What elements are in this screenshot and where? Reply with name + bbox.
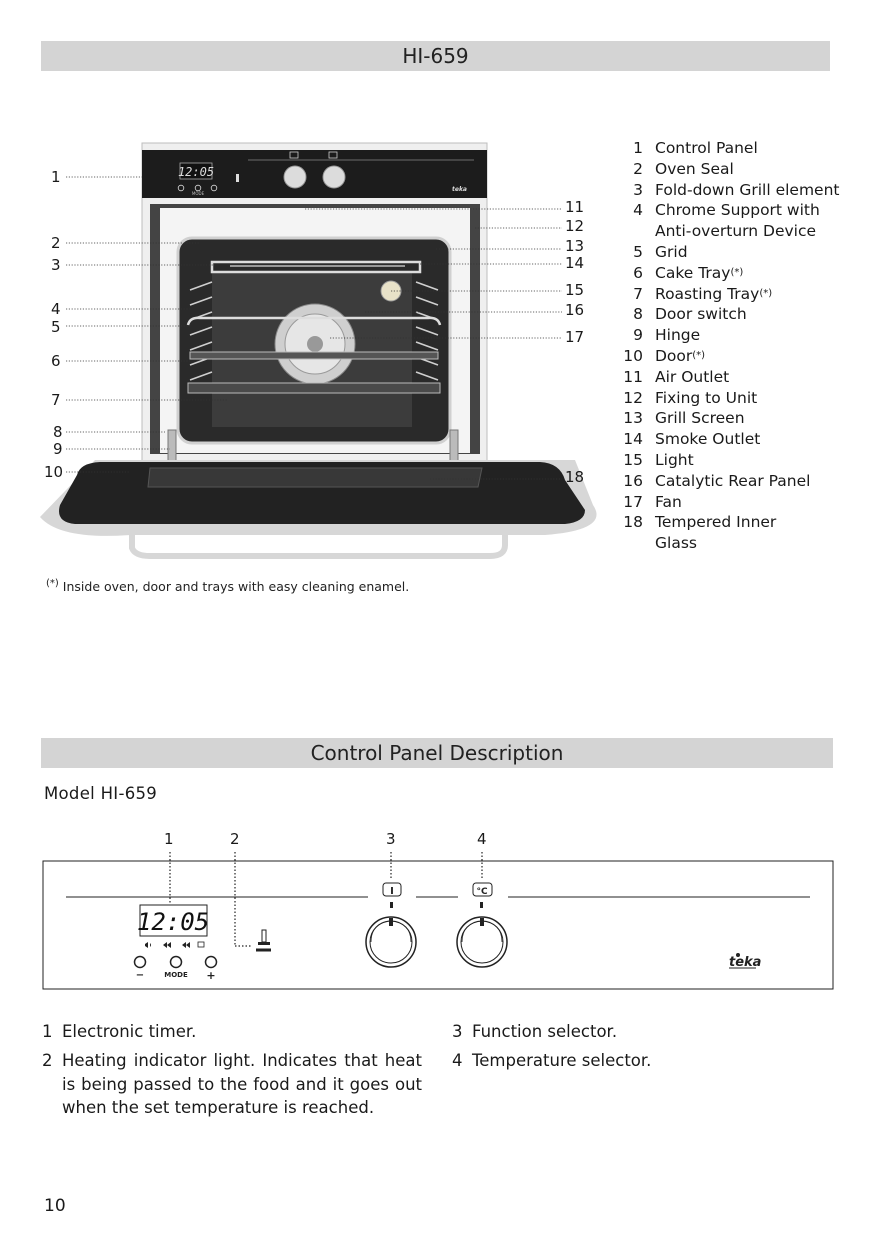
legend-item [615,284,839,305]
description-3-num: 3 [452,1022,463,1041]
legend-item-label: Control Panel [655,139,758,157]
description-2-num: 2 [42,1051,53,1070]
description-1-text: Electronic timer. [62,1022,197,1041]
legend-item-number: 3 [633,180,643,199]
control-panel-diagram [40,848,836,993]
callout-10: 10 [44,463,64,481]
legend-item [615,346,839,367]
legend-item-number: 11 [623,367,643,386]
description-4-text: Temperature selector. [472,1051,652,1070]
small-mode-label: MODE [191,191,205,196]
legend-item-label: Catalytic Rear Panel [655,471,811,490]
callout-14: 14 [565,254,585,272]
legend-item-label: Air Outlet [655,367,730,386]
legend-item [615,325,839,346]
legend-item-number: 7 [633,284,643,303]
legend-item-number: 12 [623,388,643,407]
legend-item-number: 18 [623,513,643,532]
brand-logo: teka [729,955,762,970]
legend-item-label: Fold-down Grill element [655,180,840,199]
description-1-num: 1 [42,1022,53,1041]
section-title: Control Panel Description [310,741,564,765]
callout-12: 12 [565,217,585,235]
legend-item-number: 15 [623,450,643,469]
oven-illustration [0,130,600,570]
legend-item [615,221,839,242]
legend-item-number: 6 [633,263,643,282]
legend-item [615,408,839,429]
legend-item-footnote-mark: (*) [759,287,773,299]
callout-8: 8 [53,423,63,441]
panel-callout-4: 4 [477,830,487,848]
footnote-text: Inside oven, door and trays with easy cleaning enamel. [62,579,410,595]
legend-item-label: Glass [655,534,697,553]
legend-item-number: 10 [623,346,643,365]
legend-item-label: Grid [655,242,688,261]
legend-item-number: 1 [633,139,643,157]
legend-item-label: Light [655,450,694,469]
minus-button[interactable] [135,957,146,968]
legend-item [615,367,839,388]
mode-button[interactable] [171,957,182,968]
legend-item [615,512,839,533]
legend-item-number: 17 [623,492,643,511]
callout-6: 6 [51,352,61,370]
description-3-text: Function selector. [472,1022,618,1041]
callout-1: 1 [51,168,61,186]
legend-item-label: Tempered Inner [655,513,777,532]
legend-item-number: 2 [633,159,643,178]
panel-callout-2: 2 [230,830,240,848]
legend-item [615,180,839,201]
legend-item-footnote-mark: (*) [692,349,706,361]
callout-9: 9 [53,440,63,458]
legend-item-label: Hinge [655,326,701,345]
legend-item-number: 14 [623,430,643,449]
legend-item-label: Anti-overturn Device [655,222,817,241]
legend-item-number [615,221,643,242]
legend-item-number: 13 [623,409,643,428]
legend-item-number: 9 [633,326,643,345]
legend-item [615,471,839,492]
callout-5: 5 [51,318,61,336]
legend-item [615,200,839,221]
description-2 [42,1049,422,1124]
page-number: 10 [44,1196,66,1216]
callout-18: 18 [565,468,585,486]
callout-7: 7 [51,391,61,409]
legend-item [615,533,839,554]
panel-callout-1: 1 [164,830,174,848]
callout-11: 11 [565,198,585,216]
description-4-num: 4 [452,1051,463,1070]
small-timer-display: 12:05 [177,165,215,179]
footnote [46,578,409,594]
header-title-bar [41,41,830,71]
callout-17: 17 [565,328,585,346]
legend-item [615,492,839,513]
temperature-symbol: °C [476,887,488,897]
legend-item [615,304,839,325]
page-title: HI-659 [402,44,469,68]
timer-display: 12:05 [136,908,210,936]
legend-item-label: Roasting Tray [655,284,760,303]
callout-2: 2 [51,234,61,252]
minus-label: − [135,970,145,981]
plus-button[interactable] [206,957,217,968]
callout-16: 16 [565,301,585,319]
plus-label: + [206,969,216,982]
legend-item-footnote-mark: (*) [730,266,744,278]
legend-item-number: 4 [633,201,643,220]
callout-15: 15 [565,281,585,299]
mode-label: MODE [164,971,188,979]
parts-legend [615,138,839,554]
description-2-text: Heating indicator light. Indicates that heat is being passed to the food and it goes out when the set temperature is reached. [62,1051,422,1117]
legend-item-label: Smoke Outlet [655,430,761,449]
callout-3: 3 [51,256,61,274]
legend-item-label: Door switch [655,305,747,324]
legend-item [615,429,839,450]
legend-item-number [615,533,643,554]
callout-4: 4 [51,300,61,318]
legend-item [615,138,839,159]
legend-item-label: Grill Screen [655,409,745,428]
legend-item-label: Cake Tray [655,263,731,282]
model-label: Model HI-659 [44,784,158,803]
legend-item-label: Oven Seal [655,159,734,178]
roasting-tray [188,383,440,393]
legend-item-label: Chrome Support with [655,201,820,220]
function-symbol: I [390,886,394,897]
legend-item [615,388,839,409]
legend-item [615,450,839,471]
legend-item [615,263,839,284]
callout-13: 13 [565,237,585,255]
small-brand-logo: teka [452,186,467,193]
section-title-bar [41,738,833,768]
legend-item-number: 16 [623,471,643,490]
legend-item-number: 5 [633,242,643,261]
panel-callout-3: 3 [386,830,396,848]
legend-item [615,159,839,180]
footnote-mark: (*) [46,578,59,589]
legend-item-label: Door [655,346,693,365]
legend-item-label: Fan [655,492,682,511]
legend-item-number: 8 [633,305,643,324]
cake-tray [190,352,438,359]
legend-item [615,242,839,263]
legend-item-label: Fixing to Unit [655,388,758,407]
